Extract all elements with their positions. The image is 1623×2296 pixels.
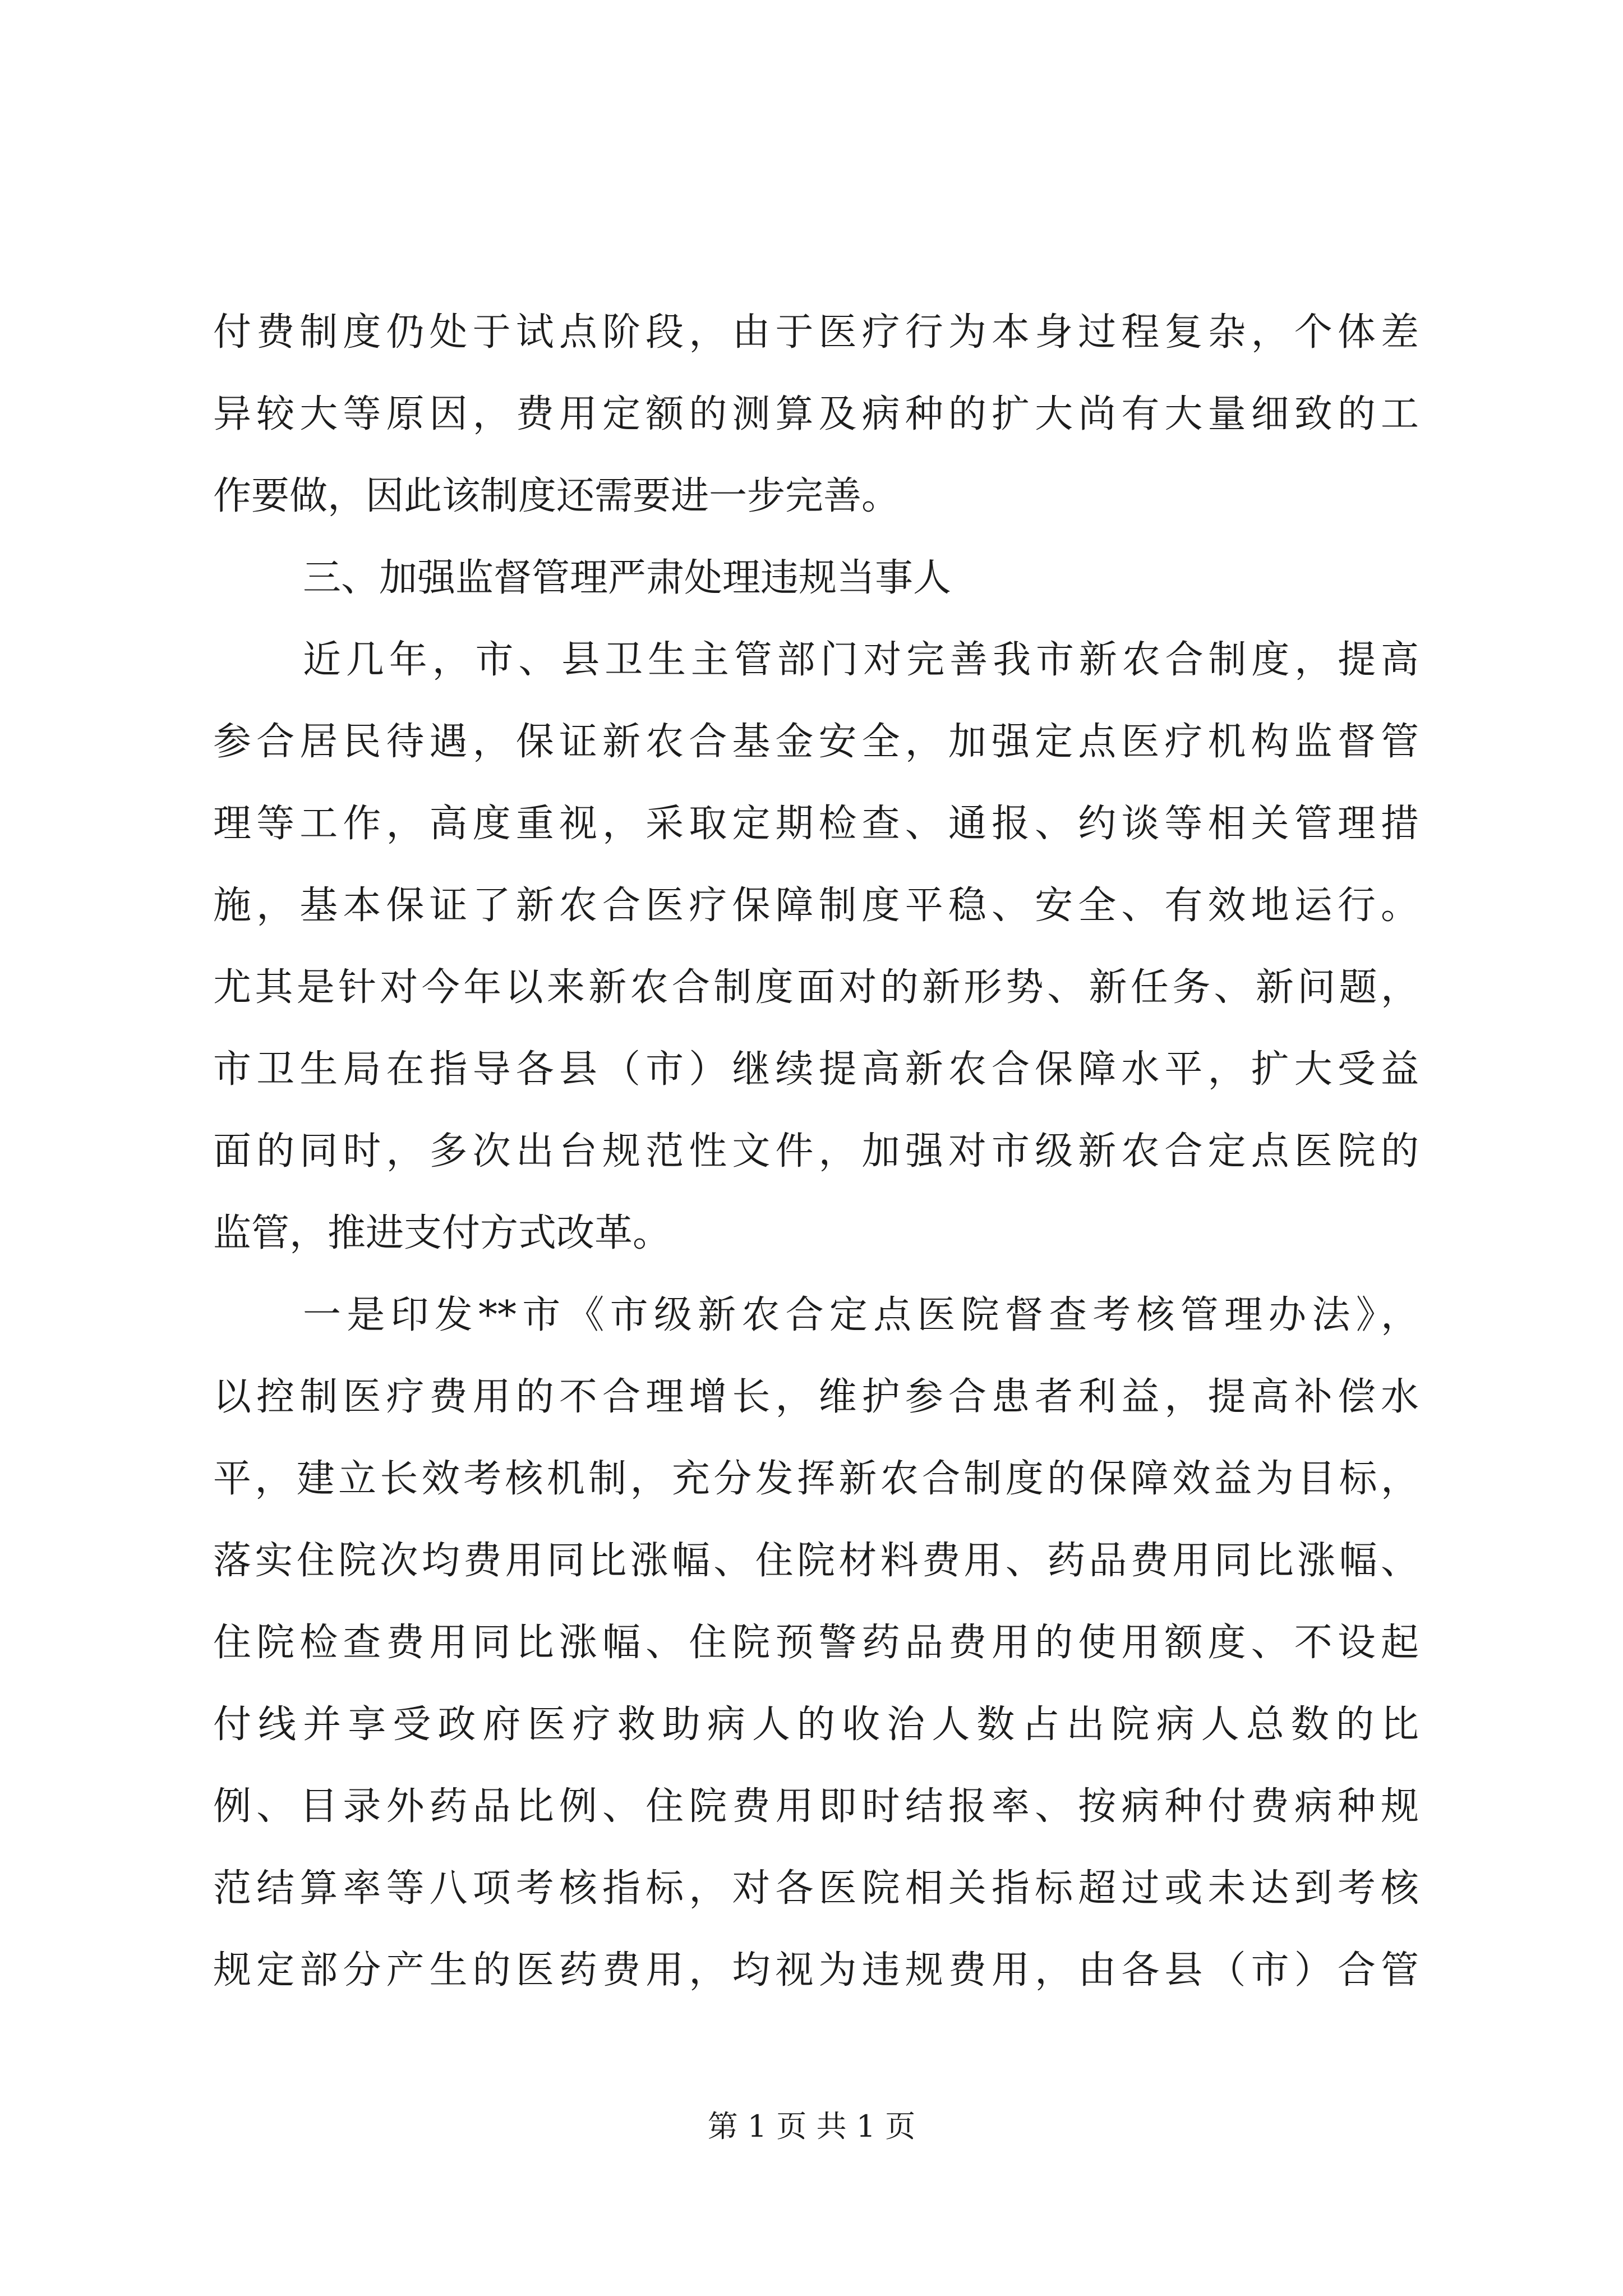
text-line: 施，基本保证了新农合医疗保障制度平稳、安全、有效地运行。	[213, 884, 1419, 928]
text-line: 市卫生局在指导各县（市）继续提高新农合保障水平，扩大受益	[213, 1047, 1419, 1092]
text-line: 付线并享受政府医疗救助病人的收治人数占出院病人总数的比	[213, 1703, 1419, 1747]
text-line: 规定部分产生的医药费用，均视为违规费用，由各县（市）合管	[213, 1948, 1419, 1993]
text-line: 面的同时，多次出台规范性文件，加强对市级新农合定点医院的	[213, 1129, 1419, 1174]
text-line: 异较大等原因，费用定额的测算及病种的扩大尚有大量细致的工	[213, 392, 1419, 436]
text-line: 一是印发**市《市级新农合定点医院督查考核管理办法》，	[303, 1293, 1419, 1337]
text-line: 住院检查费用同比涨幅、住院预警药品费用的使用额度、不设起	[213, 1621, 1419, 1665]
text-line: 近几年，市、县卫生主管部门对完善我市新农合制度，提高	[303, 638, 1419, 682]
text-line: 落实住院次均费用同比涨幅、住院材料费用、药品费用同比涨幅、	[213, 1539, 1419, 1583]
text-line: 以控制医疗费用的不合理增长，维护参合患者利益，提高补偿水	[213, 1375, 1419, 1419]
text-line: 理等工作，高度重视，采取定期检查、通报、约谈等相关管理措	[213, 802, 1419, 846]
text-line: 范结算率等八项考核指标，对各医院相关指标超过或未达到考核	[213, 1866, 1419, 1911]
body-text	[213, 292, 1419, 2012]
text-line: 例、目录外药品比例、住院费用即时结报率、按病种付费病种规	[213, 1784, 1419, 1829]
text-line: 付费制度仍处于试点阶段，由于医疗行为本身过程复杂，个体差	[213, 310, 1419, 355]
text-line: 三、加强监督管理严肃处理违规当事人	[303, 556, 952, 600]
text-line: 参合居民待遇，保证新农合基金安全，加强定点医疗机构监督管	[213, 720, 1419, 764]
text-line: 平，建立长效考核机制，充分发挥新农合制度的保障效益为目标，	[213, 1457, 1419, 1501]
text-line: 监管，推进支付方式改革。	[213, 1211, 671, 1255]
text-line: 尤其是针对今年以来新农合制度面对的新形势、新任务、新问题，	[213, 965, 1419, 1010]
text-line: 作要做，因此该制度还需要进一步完善。	[213, 474, 900, 518]
page-footer: 第 1 页 共 1 页	[707, 2109, 916, 2144]
